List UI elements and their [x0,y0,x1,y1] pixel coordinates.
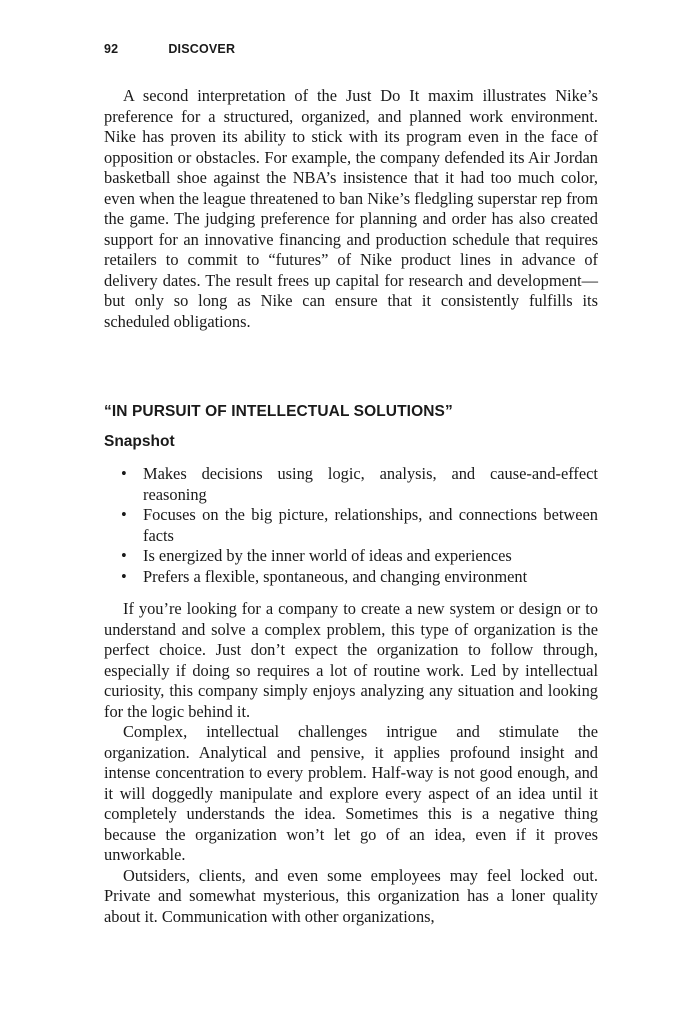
snapshot-list [104,464,598,587]
bullet-icon: • [121,464,127,483]
body-paragraph: If you’re looking for a company to create a new system or design or to understand and solve a complex problem, this type of organization is the perfect choice. Just don’t expect the organization to follow through, especially if doing so requires a lot of routine work. Led by intellectual curiosity, this company simply enjoys analyzing any situation and looking for the logic behind it. [104,599,598,721]
bullet-icon: • [121,566,127,586]
list-item-text: Is energized by the inner world of ideas and experiences [143,546,512,565]
body-paragraph: Complex, intellectual challenges intrigue and stimulate the organization. Analytical and pensive, it applies profound insight and intense concentration to every problem. Half-way is not good enough, and it will doggedly manipulate and explore every aspect of an idea until it completely understands the idea. Sometimes this is a negative thing because the organization won’t let go of an idea, even if it proves unworkable. [104,722,598,864]
bullet-icon: • [121,505,127,524]
running-title: DISCOVER [168,42,236,56]
list-item-text: Prefers a flexible, spontaneous, and changing environment [143,566,528,586]
intro-section [104,86,598,332]
list-item [104,464,598,505]
list-item [104,505,598,546]
list-item [104,546,598,567]
list-item [104,567,598,588]
intro-paragraph: A second interpretation of the Just Do It maxim illustrates Nike’s preference for a structured, organized, and planned work environment. Nike has proven its ability to stick with its program even in the face of opposition or obstacles. For example, the company defended its Air Jordan basketball shoe against the NBA’s insistence that it had too much color, even when the league threatened to ban Nike’s fledgling superstar rep from the game. The judging preference for planning and order has also created support for an innovative financing and production schedule that requires retailers to commit to “futures” of Nike product lines in advance of delivery dates. The result frees up capital for research and development—but only so long as Nike can ensure that it consistently fulfills its scheduled obligations. [104,86,598,331]
list-item-text: Focuses on the big picture, relationships, and connections between facts [143,505,598,545]
list-item-text: Makes decisions using logic, analysis, and cause-and-effect reasoning [143,464,598,504]
running-head [104,42,598,56]
section-heading: “IN PURSUIT OF INTELLECTUAL SOLUTIONS” [104,403,453,420]
snapshot-heading: Snapshot [104,433,175,450]
body-paragraph: Outsiders, clients, and even some employees may feel locked out. Private and somewhat mysterious, this organization has a loner quality about it. Communication with other organizations, [104,865,598,926]
bullet-icon: • [121,546,127,565]
body-text [104,599,598,927]
page-number: 92 [104,42,119,56]
